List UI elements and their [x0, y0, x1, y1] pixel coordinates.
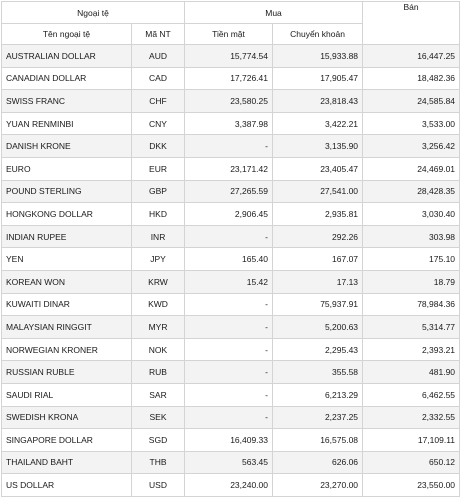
transfer-buy-cell: 5,200.63 [273, 316, 363, 339]
currency-code-cell: EUR [132, 157, 185, 180]
sell-cell: 78,984.36 [363, 293, 460, 316]
table-row [2, 383, 460, 406]
sell-cell: 2,393.21 [363, 338, 460, 361]
sell-cell: 650.12 [363, 451, 460, 474]
cash-buy-cell: - [185, 361, 273, 384]
currency-code-cell: INR [132, 225, 185, 248]
table-header [2, 2, 460, 45]
currency-code-cell: SAR [132, 383, 185, 406]
currency-code-cell: USD [132, 474, 185, 497]
currency-code-cell: GBP [132, 180, 185, 203]
table-row [2, 225, 460, 248]
cash-buy-cell: - [185, 338, 273, 361]
cash-buy-cell: 3,387.98 [185, 112, 273, 135]
currency-name-cell: US DOLLAR [2, 474, 132, 497]
table-row [2, 293, 460, 316]
table-row [2, 157, 460, 180]
currency-code-cell: AUD [132, 45, 185, 68]
transfer-buy-cell: 23,405.47 [273, 157, 363, 180]
currency-code-cell: CHF [132, 90, 185, 113]
currency-code-cell: SGD [132, 429, 185, 452]
currency-code-cell: KRW [132, 270, 185, 293]
currency-name-cell: HONGKONG DOLLAR [2, 203, 132, 226]
table-row [2, 67, 460, 90]
exchange-rate-table [1, 1, 460, 497]
sell-cell: 3,030.40 [363, 203, 460, 226]
sell-cell: 23,550.00 [363, 474, 460, 497]
sell-cell: 6,462.55 [363, 383, 460, 406]
table-row [2, 451, 460, 474]
currency-name-cell: AUSTRALIAN DOLLAR [2, 45, 132, 68]
currency-name-cell: SAUDI RIAL [2, 383, 132, 406]
currency-name-cell: CANADIAN DOLLAR [2, 67, 132, 90]
transfer-buy-cell: 2,295.43 [273, 338, 363, 361]
cash-buy-cell: 563.45 [185, 451, 273, 474]
cash-buy-cell: 27,265.59 [185, 180, 273, 203]
transfer-buy-cell: 17,905.47 [273, 67, 363, 90]
sell-cell: 481.90 [363, 361, 460, 384]
currency-code-cell: SEK [132, 406, 185, 429]
table-row [2, 316, 460, 339]
table-row [2, 45, 460, 68]
cash-buy-cell: - [185, 135, 273, 158]
table-row [2, 406, 460, 429]
header-currency-name: Tên ngoại tệ [2, 24, 132, 45]
sell-cell: 2,332.55 [363, 406, 460, 429]
currency-name-cell: MALAYSIAN RINGGIT [2, 316, 132, 339]
transfer-buy-cell: 167.07 [273, 248, 363, 271]
currency-name-cell: SWISS FRANC [2, 90, 132, 113]
currency-name-cell: YEN [2, 248, 132, 271]
transfer-buy-cell: 626.06 [273, 451, 363, 474]
sell-cell: 3,256.42 [363, 135, 460, 158]
table-body [2, 45, 460, 497]
sell-cell: 3,533.00 [363, 112, 460, 135]
sell-cell: 17,109.11 [363, 429, 460, 452]
cash-buy-cell: - [185, 383, 273, 406]
table-row [2, 270, 460, 293]
header-currency-code: Mã NT [132, 24, 185, 45]
transfer-buy-cell: 3,135.90 [273, 135, 363, 158]
currency-code-cell: THB [132, 451, 185, 474]
transfer-buy-cell: 16,575.08 [273, 429, 363, 452]
currency-code-cell: KWD [132, 293, 185, 316]
currency-name-cell: YUAN RENMINBI [2, 112, 132, 135]
currency-code-cell: JPY [132, 248, 185, 271]
cash-buy-cell: 2,906.45 [185, 203, 273, 226]
transfer-buy-cell: 75,937.91 [273, 293, 363, 316]
cash-buy-cell: - [185, 293, 273, 316]
table-row [2, 180, 460, 203]
cash-buy-cell: 165.40 [185, 248, 273, 271]
table-row [2, 135, 460, 158]
table-row [2, 338, 460, 361]
currency-code-cell: DKK [132, 135, 185, 158]
currency-code-cell: RUB [132, 361, 185, 384]
cash-buy-cell: 17,726.41 [185, 67, 273, 90]
table-row [2, 112, 460, 135]
sell-cell: 303.98 [363, 225, 460, 248]
currency-code-cell: CNY [132, 112, 185, 135]
currency-name-cell: NORWEGIAN KRONER [2, 338, 132, 361]
currency-code-cell: MYR [132, 316, 185, 339]
currency-name-cell: EURO [2, 157, 132, 180]
table-row [2, 90, 460, 113]
header-sell: Bán [363, 2, 460, 45]
transfer-buy-cell: 17.13 [273, 270, 363, 293]
sell-cell: 28,428.35 [363, 180, 460, 203]
sell-cell: 175.10 [363, 248, 460, 271]
currency-name-cell: INDIAN RUPEE [2, 225, 132, 248]
transfer-buy-cell: 15,933.88 [273, 45, 363, 68]
currency-name-cell: THAILAND BAHT [2, 451, 132, 474]
cash-buy-cell: 15,774.54 [185, 45, 273, 68]
currency-code-cell: CAD [132, 67, 185, 90]
currency-name-cell: KOREAN WON [2, 270, 132, 293]
transfer-buy-cell: 23,270.00 [273, 474, 363, 497]
table-row [2, 429, 460, 452]
sell-cell: 18,482.36 [363, 67, 460, 90]
currency-name-cell: SINGAPORE DOLLAR [2, 429, 132, 452]
cash-buy-cell: 23,580.25 [185, 90, 273, 113]
transfer-buy-cell: 355.58 [273, 361, 363, 384]
header-row-groups [2, 2, 460, 24]
transfer-buy-cell: 27,541.00 [273, 180, 363, 203]
transfer-buy-cell: 2,237.25 [273, 406, 363, 429]
currency-code-cell: NOK [132, 338, 185, 361]
sell-cell: 5,314.77 [363, 316, 460, 339]
transfer-buy-cell: 2,935.81 [273, 203, 363, 226]
cash-buy-cell: - [185, 406, 273, 429]
cash-buy-cell: 23,171.42 [185, 157, 273, 180]
table-row [2, 474, 460, 497]
cash-buy-cell: 15.42 [185, 270, 273, 293]
table-row [2, 248, 460, 271]
header-buy-group: Mua [185, 2, 363, 24]
cash-buy-cell: - [185, 225, 273, 248]
table-row [2, 361, 460, 384]
cash-buy-cell: 23,240.00 [185, 474, 273, 497]
sell-cell: 16,447.25 [363, 45, 460, 68]
table-row [2, 203, 460, 226]
currency-code-cell: HKD [132, 203, 185, 226]
currency-name-cell: DANISH KRONE [2, 135, 132, 158]
sell-cell: 24,585.84 [363, 90, 460, 113]
sell-cell: 18.79 [363, 270, 460, 293]
currency-name-cell: POUND STERLING [2, 180, 132, 203]
currency-name-cell: KUWAITI DINAR [2, 293, 132, 316]
transfer-buy-cell: 23,818.43 [273, 90, 363, 113]
cash-buy-cell: 16,409.33 [185, 429, 273, 452]
header-cash: Tiền mặt [185, 24, 273, 45]
transfer-buy-cell: 6,213.29 [273, 383, 363, 406]
currency-name-cell: RUSSIAN RUBLE [2, 361, 132, 384]
transfer-buy-cell: 292.26 [273, 225, 363, 248]
transfer-buy-cell: 3,422.21 [273, 112, 363, 135]
cash-buy-cell: - [185, 316, 273, 339]
sell-cell: 24,469.01 [363, 157, 460, 180]
header-transfer: Chuyển khoản [273, 24, 363, 45]
currency-name-cell: SWEDISH KRONA [2, 406, 132, 429]
header-currency-group: Ngoại tệ [2, 2, 185, 24]
